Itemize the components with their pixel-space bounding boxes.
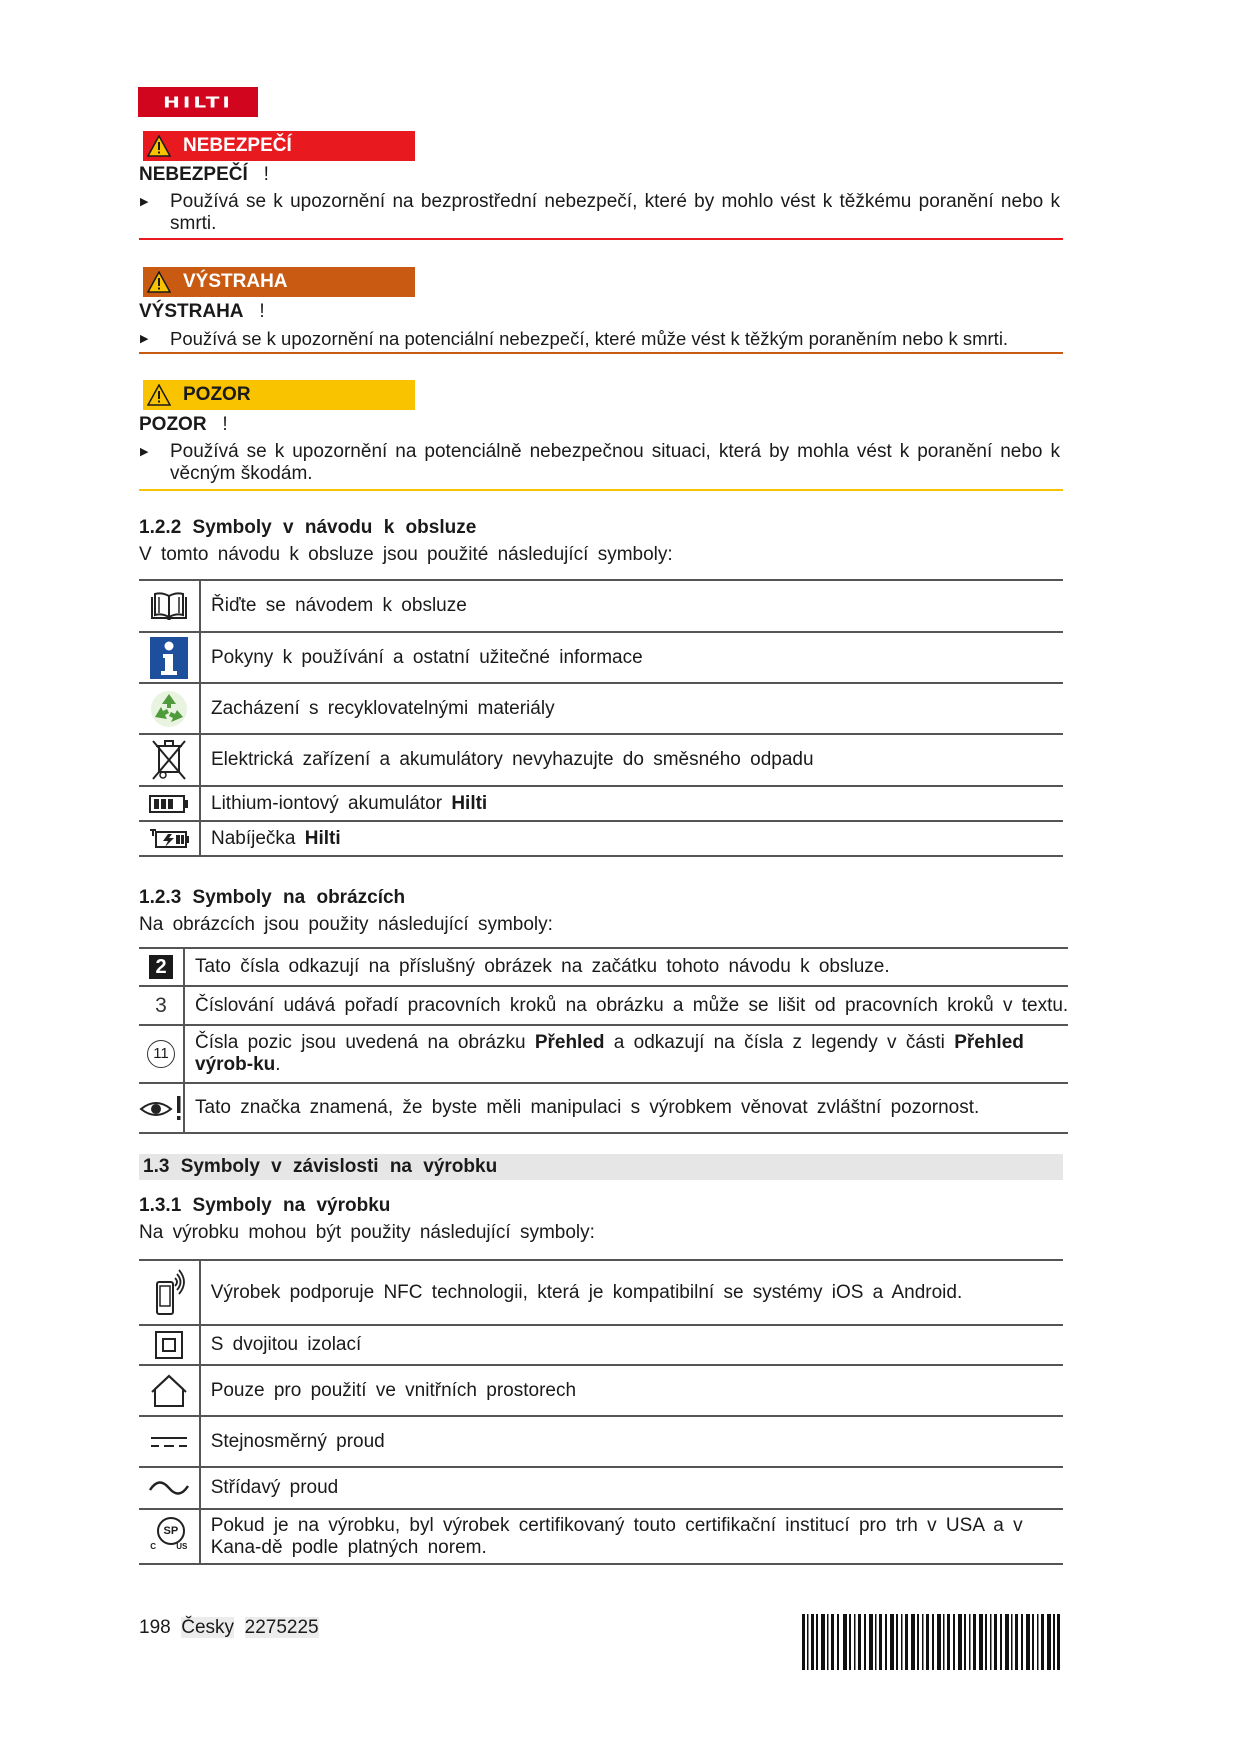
caution-description: ▶ Používá se k upozornění na potenciálně nebezpečnou situaci, která by mohla vést k poranění nebo k věcným škodám. bbox=[140, 441, 1060, 484]
section-intro-1-2-2: V tomto návodu k obsluze jsou použité následující symboly: bbox=[139, 544, 673, 565]
logo-text: HILTI bbox=[163, 93, 233, 111]
bullet-arrow-icon: ▶ bbox=[140, 446, 149, 458]
table-row bbox=[139, 734, 1063, 786]
info-icon bbox=[150, 637, 188, 679]
table-row bbox=[139, 821, 1063, 856]
csa-certification-icon: SP C US bbox=[149, 1515, 189, 1553]
table-row bbox=[139, 1416, 1063, 1467]
bullet-arrow-icon: ▶ bbox=[140, 196, 149, 208]
section-intro-1-2-3: Na obrázcích jsou použity následující symboly: bbox=[139, 914, 553, 935]
alternating-current-icon bbox=[148, 1478, 190, 1498]
warning-triangle-icon bbox=[147, 135, 171, 157]
symbol-description: Pokud je na výrobku, byl výrobek certifikovaný touto certifikační institucí pro trh v USA a v Kana-dě podle platných norem. bbox=[200, 1509, 1063, 1564]
danger-description: ▶ Používá se k upozornění na bezprostřední nebezpečí, které by mohlo vést k těžkému poranění nebo k smrti. bbox=[140, 191, 1060, 234]
warning-bar bbox=[143, 267, 415, 297]
table-row bbox=[139, 1260, 1063, 1325]
barcode-icon bbox=[802, 1614, 1060, 1670]
attention-eye-icon bbox=[139, 1094, 183, 1122]
warning-divider bbox=[139, 352, 1063, 354]
symbol-description: Tato čísla odkazují na příslušný obrázek na začátku tohoto návodu k obsluze. bbox=[184, 948, 1068, 986]
table-row bbox=[139, 786, 1063, 821]
nfc-phone-icon bbox=[149, 1268, 189, 1318]
danger-title: NEBEZPEČÍ ! bbox=[139, 164, 269, 185]
table-row bbox=[139, 1509, 1063, 1564]
indoor-house-icon bbox=[151, 1374, 187, 1408]
position-number-icon: 11 bbox=[147, 1040, 175, 1068]
hilti-logo bbox=[138, 87, 258, 117]
direct-current-icon bbox=[150, 1435, 188, 1449]
table-row bbox=[139, 683, 1063, 734]
symbol-description: Čísla pozic jsou uvedená na obrázku Přehled a odkazují na čísla z legendy v části Přehled výrob-ku. bbox=[184, 1025, 1068, 1083]
warning-title: VÝSTRAHA ! bbox=[139, 301, 265, 322]
warning-triangle-icon bbox=[147, 271, 171, 293]
caution-bar-label: POZOR bbox=[183, 384, 251, 405]
symbol-description: Pouze pro použití ve vnitřních prostorech bbox=[200, 1365, 1063, 1416]
section-heading-1-3-1: 1.3.1 Symboly na výrobku bbox=[139, 1195, 391, 1216]
warning-description: ▶ Používá se k upozornění na potenciální nebezpečí, které může vést k těžkým poraněním nebo k smrti. bbox=[140, 328, 1009, 349]
section-heading-1-2-2: 1.2.2 Symboly v návodu k obsluze bbox=[139, 517, 477, 538]
table-row bbox=[139, 1467, 1063, 1509]
figure-number-icon: 2 bbox=[149, 955, 173, 979]
double-insulation-icon bbox=[154, 1330, 184, 1360]
symbol-description: Elektrická zařízení a akumulátory nevyhazujte do směsného odpadu bbox=[200, 734, 1063, 786]
page-number: 198 bbox=[139, 1617, 171, 1638]
symbol-description: Výrobek podporuje NFC technologii, která je kompatibilní se systémy iOS a Android. bbox=[200, 1260, 1063, 1325]
table-row bbox=[139, 986, 1068, 1025]
table-row bbox=[139, 1325, 1063, 1365]
manual-book-icon bbox=[150, 591, 188, 621]
charger-icon bbox=[148, 828, 190, 850]
symbols-table-figures bbox=[139, 947, 1068, 1134]
danger-bar-label: NEBEZPEČÍ bbox=[183, 135, 292, 156]
recycling-icon bbox=[149, 689, 189, 729]
symbol-description: Stejnosměrný proud bbox=[200, 1416, 1063, 1467]
symbol-description: Číslování udává pořadí pracovních kroků na obrázku a může se lišit od pracovních kroků v textu. bbox=[184, 986, 1068, 1025]
symbol-description: Střídavý proud bbox=[200, 1467, 1063, 1509]
symbol-description: Zacházení s recyklovatelnými materiály bbox=[200, 683, 1063, 734]
danger-bar bbox=[143, 131, 415, 161]
page-footer bbox=[139, 1617, 319, 1639]
table-row bbox=[139, 1025, 1068, 1083]
section-heading-1-2-3: 1.2.3 Symboly na obrázcích bbox=[139, 887, 406, 908]
table-row bbox=[139, 948, 1068, 986]
caution-divider bbox=[139, 489, 1063, 491]
footer-language: Česky bbox=[181, 1617, 235, 1638]
crossed-bin-icon bbox=[150, 738, 188, 782]
footer-doc-number: 2275225 bbox=[244, 1617, 319, 1638]
caution-bar bbox=[143, 380, 415, 410]
battery-icon bbox=[149, 795, 189, 813]
symbol-description: S dvojitou izolací bbox=[200, 1325, 1063, 1365]
bullet-arrow-icon: ▶ bbox=[140, 333, 149, 345]
symbol-description: Tato značka znamená, že byste měli manipulaci s výrobkem věnovat zvláštní pozornost. bbox=[184, 1083, 1068, 1133]
table-row bbox=[139, 632, 1063, 683]
table-row bbox=[139, 1365, 1063, 1416]
danger-divider bbox=[139, 238, 1063, 240]
symbols-table-manual bbox=[139, 579, 1063, 857]
symbol-description: Nabíječka Hilti bbox=[200, 821, 1063, 856]
symbol-description: Pokyny k používání a ostatní užitečné informace bbox=[200, 632, 1063, 683]
table-row bbox=[139, 580, 1063, 632]
symbol-description: Lithium-iontový akumulátor Hilti bbox=[200, 786, 1063, 821]
caution-title: POZOR ! bbox=[139, 414, 228, 435]
warning-triangle-icon bbox=[147, 384, 171, 406]
step-number-icon: 3 bbox=[155, 993, 167, 1017]
section-intro-1-3-1: Na výrobku mohou být použity následující symboly: bbox=[139, 1222, 595, 1243]
table-row bbox=[139, 1083, 1068, 1133]
warning-bar-label: VÝSTRAHA bbox=[183, 271, 288, 292]
symbols-table-product bbox=[139, 1259, 1063, 1565]
section-heading-1-3: 1.3 Symboly v závislosti na výrobku bbox=[139, 1154, 1063, 1180]
symbol-description: Řiďte se návodem k obsluze bbox=[200, 580, 1063, 632]
